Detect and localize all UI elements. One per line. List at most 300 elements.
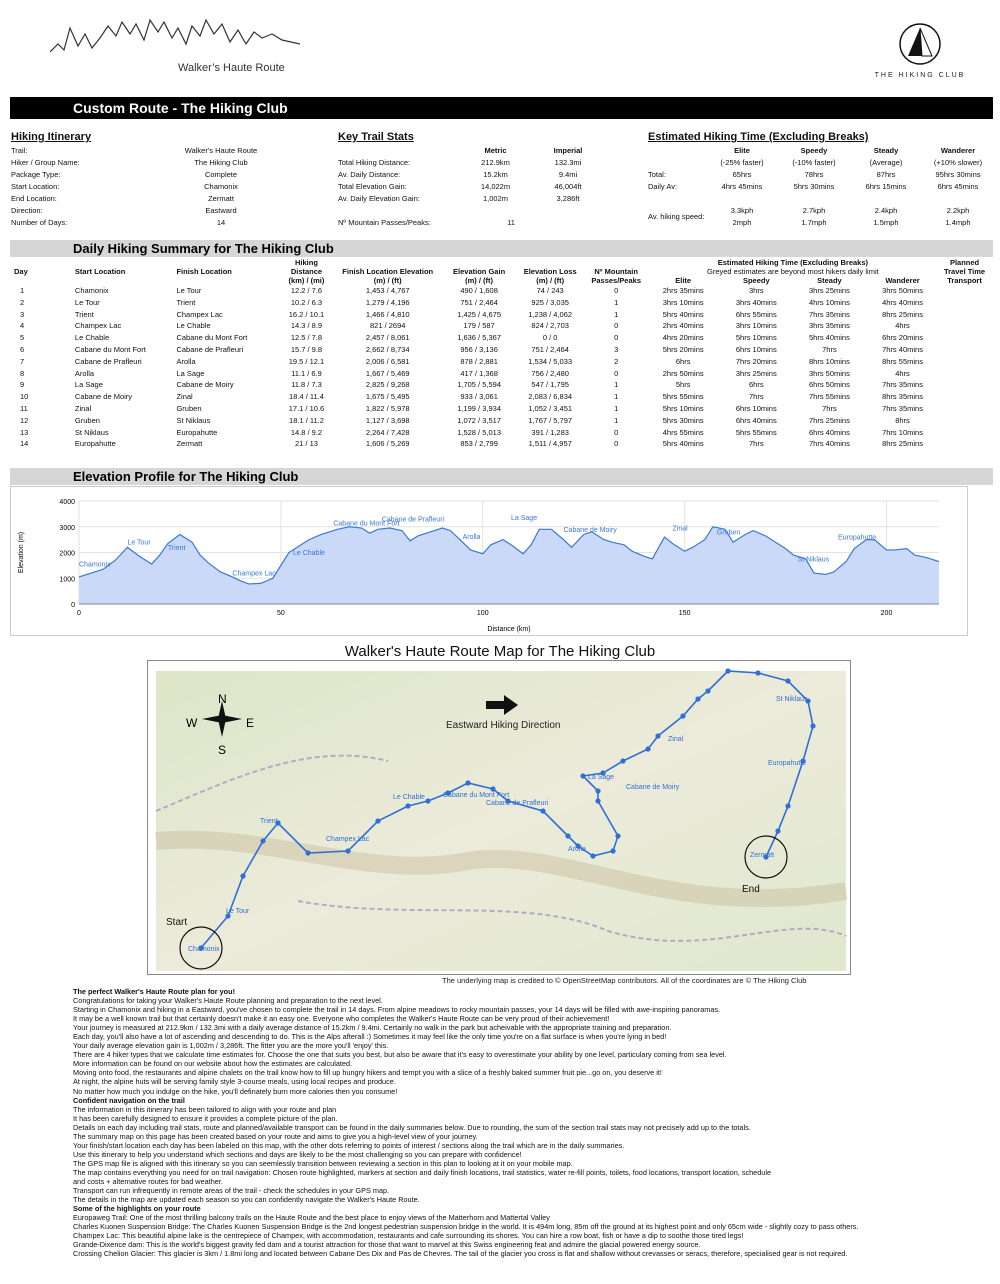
summary-cell: Europahutte xyxy=(74,439,116,449)
map-place-label: Zermatt xyxy=(750,852,775,859)
y-tick-label: 4000 xyxy=(59,499,75,506)
summary-cell: 14.8 / 9.2 xyxy=(290,427,323,437)
summary-cell: 751 / 2,464 xyxy=(531,344,569,354)
col-day: Day xyxy=(14,267,28,276)
col-wanderer: Wanderer xyxy=(885,276,920,285)
summary-cell: 391 / 1,283 xyxy=(531,427,569,437)
elevation-chart xyxy=(11,487,969,637)
location-label: Europahutte xyxy=(838,534,877,542)
summary-cell: 1,425 / 4,675 xyxy=(457,309,501,319)
itinerary-value: The Hiking Club xyxy=(194,158,248,167)
summary-cell: 1,767 / 5,797 xyxy=(528,415,573,425)
est-types-row-label xyxy=(648,145,706,157)
summary-cell: Le Chable xyxy=(74,333,110,343)
est-kph-row-cell: 2.7kph xyxy=(802,206,826,215)
route-marker[interactable] xyxy=(775,828,780,833)
map-place-label: St Niklaus xyxy=(776,696,808,703)
est-time-title: Estimated Hiking Time (Excluding Breaks) xyxy=(648,131,869,143)
logo-text: THE HIKING CLUB xyxy=(874,72,966,79)
summary-cell: 10 xyxy=(20,392,29,402)
summary-cell: Cabane du Mont Fort xyxy=(74,344,146,354)
est-types-row-cell: Wanderer xyxy=(940,146,976,155)
summary-cell: 5 xyxy=(20,333,25,343)
summary-cell: 8hrs xyxy=(895,415,910,425)
text-line: The information in this itinerary has been tailored to align with your route and plan xyxy=(73,1104,337,1114)
summary-cell-transport xyxy=(939,427,990,439)
summary-cell-transport xyxy=(939,320,990,332)
route-marker[interactable] xyxy=(595,798,600,803)
summary-cell: 1 xyxy=(614,403,619,413)
summary-cell: Le Chable xyxy=(176,321,211,331)
summary-cell: 179 / 587 xyxy=(463,321,495,331)
route-marker[interactable] xyxy=(405,803,410,808)
summary-cell: 74 / 243 xyxy=(536,286,564,295)
est-kph-row-cell: 2.2kph xyxy=(946,206,970,215)
est-kph-row-cell: 2.4kph xyxy=(874,206,898,215)
route-marker[interactable] xyxy=(755,670,760,675)
summary-cell: 490 / 1,608 xyxy=(460,286,498,295)
summary-cell: 11.8 / 7.3 xyxy=(291,380,322,390)
stats-key: Total Elevation Gain: xyxy=(338,182,407,191)
summary-cell: 417 / 1,368 xyxy=(460,368,498,378)
route-marker[interactable] xyxy=(305,850,310,855)
text-line: At night, the alpine huts will be serving family style 3-course meals, using local recipes and produce. xyxy=(73,1077,396,1087)
summary-cell: 3hrs 10mins xyxy=(735,321,777,331)
est-notes-row-cell: (-10% faster) xyxy=(792,158,836,167)
itinerary-key: Package Type: xyxy=(11,170,61,179)
stats-imperial: 3,286ft xyxy=(556,194,580,203)
itinerary-row xyxy=(11,181,311,193)
summary-cell: 756 / 2,480 xyxy=(531,368,569,378)
route-marker[interactable] xyxy=(810,723,815,728)
route-marker[interactable] xyxy=(345,848,350,853)
summary-cell: 15.7 / 9.8 xyxy=(290,344,323,354)
location-label: Gruben xyxy=(716,529,741,537)
summary-cell: Chamonix xyxy=(74,286,109,295)
summary-cell-transport xyxy=(939,356,990,368)
route-marker[interactable] xyxy=(260,838,265,843)
summary-cell: 853 / 2,799 xyxy=(460,439,498,449)
route-marker[interactable] xyxy=(655,733,660,738)
summary-cell: 1,705 / 5,594 xyxy=(457,380,501,390)
elevation-chart-frame xyxy=(10,486,968,636)
stats-key: Av. Daily Distance: xyxy=(338,170,401,179)
summary-cell: 2,825 / 9,268 xyxy=(365,380,410,390)
summary-cell: 7hrs xyxy=(822,403,837,413)
summary-cell: 751 / 2,464 xyxy=(460,297,498,307)
summary-cell: 1,072 / 3,517 xyxy=(457,415,501,425)
map-place-label: Cabane du Mont Fort xyxy=(443,792,510,799)
summary-cell: 13 xyxy=(20,427,29,437)
itinerary-row xyxy=(11,157,311,169)
summary-cell: 8hrs 55mins xyxy=(882,356,923,366)
map-place-label: Champex Lac xyxy=(326,836,370,843)
itinerary-value: Zermatt xyxy=(208,194,234,203)
col-distance-unit: (km) / (mi) xyxy=(288,276,325,285)
map-place-label: Cabane de Prafleuri xyxy=(486,800,549,807)
summary-cell: 3hrs 10mins xyxy=(662,297,704,307)
summary-cell: 18.1 / 11.2 xyxy=(289,415,324,425)
summary-cell: Gruben xyxy=(74,415,100,425)
summary-cell: 1 xyxy=(614,309,619,319)
summary-cell: 9 xyxy=(20,380,25,390)
summary-cell: 1,511 / 4,957 xyxy=(528,439,572,449)
map-place-label: Trient xyxy=(260,818,278,825)
compass-w: W xyxy=(186,716,198,730)
metric-header: Metric xyxy=(484,146,507,155)
route-marker[interactable] xyxy=(680,713,685,718)
summary-cell: 5hrs 55mins xyxy=(735,427,777,437)
stats-metric: 15.2km xyxy=(483,170,508,179)
route-marker[interactable] xyxy=(785,678,790,683)
route-marker[interactable] xyxy=(465,780,470,785)
summary-cell: 0 xyxy=(614,427,619,437)
elevation-profile-title: Elevation Profile for The Hiking Club xyxy=(10,468,993,485)
summary-cell: 2 xyxy=(20,297,25,307)
route-marker[interactable] xyxy=(375,818,380,823)
summary-cell: 1 xyxy=(614,415,619,425)
summary-cell: Champex Lac xyxy=(176,309,223,319)
summary-cell: 10.2 / 6.3 xyxy=(290,297,323,307)
text-line: There are 4 hiker types that we calculate time estimates for. Choose the one that suits you best, but also be aware that it's easy to overestimate your ability by one level, particulary coming from sea level. xyxy=(73,1050,727,1060)
summary-row xyxy=(12,285,990,297)
route-marker[interactable] xyxy=(785,803,790,808)
summary-cell-transport xyxy=(939,379,990,391)
summary-cell: Le Tour xyxy=(74,297,100,307)
summary-cell: 1,199 / 3,934 xyxy=(457,403,501,413)
itinerary-key: Trail: xyxy=(11,146,28,155)
itinerary-title: Hiking Itinerary xyxy=(11,131,92,143)
summary-cell: St Niklaus xyxy=(176,415,211,425)
col-steady: Steady xyxy=(817,276,842,285)
map-place-label: Chamonix xyxy=(188,946,220,953)
summary-cell: 11.1 / 6.9 xyxy=(291,368,322,378)
summary-cell: 0 xyxy=(614,439,619,449)
summary-cell: 1,127 / 3,698 xyxy=(365,415,410,425)
compass-s: S xyxy=(218,743,227,757)
est-notes-row-cell: (Average) xyxy=(869,158,903,167)
est-daily-row-cell: 6hrs 15mins xyxy=(865,182,907,191)
summary-cell: 1,636 / 5,367 xyxy=(457,333,501,343)
summary-cell: 7hrs 40mins xyxy=(882,344,923,354)
est-mph-row-cell: 2mph xyxy=(732,218,752,227)
summary-cell: 878 / 2,881 xyxy=(460,356,498,366)
text-line: Your daily average elevation gain is 1,002m / 3,286ft. The fitter you are the more you'll 'enjoy' this. xyxy=(73,1041,389,1051)
summary-cell: 1,675 / 5,495 xyxy=(365,392,410,402)
col-elev-unit: (m) / (ft) xyxy=(373,276,402,285)
summary-cell: 5hrs xyxy=(675,380,691,390)
route-map-canvas[interactable] xyxy=(148,661,852,976)
location-label: Cabane de Prafleuri xyxy=(381,516,445,524)
trail-stats-table xyxy=(338,145,603,229)
summary-cell: 2,457 / 8,061 xyxy=(365,333,410,343)
summary-cell: 14 xyxy=(20,439,29,449)
summary-cell: 21 / 13 xyxy=(295,439,318,449)
summary-cell: Zinal xyxy=(74,403,92,413)
summary-cell: 7hrs 55mins xyxy=(808,392,850,402)
summary-cell: 6hrs xyxy=(675,356,691,366)
summary-cell: 6hrs 10mins xyxy=(735,403,777,413)
summary-cell: La Sage xyxy=(74,380,103,390)
itinerary-key: Hiker / Group Name: xyxy=(11,158,80,167)
location-label: Le Tour xyxy=(127,539,151,547)
summary-cell: 1,528 / 5,013 xyxy=(457,427,501,437)
hiking-club-emblem-icon xyxy=(898,22,942,66)
text-line: Use this itinerary to help you understand which sections and days are likely to be the most challenging so you can prepare with confidence! xyxy=(73,1149,522,1159)
summary-cell: 6hrs 20mins xyxy=(882,333,923,343)
summary-cell: 0 xyxy=(614,333,619,343)
summary-cell: 2,083 / 6,834 xyxy=(528,392,573,402)
summary-cell: 5hrs 20mins xyxy=(662,344,704,354)
summary-cell: 7hrs 40mins xyxy=(808,439,850,449)
route-marker[interactable] xyxy=(490,786,495,791)
route-marker[interactable] xyxy=(610,848,615,853)
x-tick-label: 50 xyxy=(276,610,285,617)
text-line: Crossing Chelion Glacier: This glacier is 3km / 1.8mi long and located between Cabane Des Dix and Pas de Chevres. The tail of the glacier you cross is flat and shallow without crevasses or seracs, therefore, specialised gear is not required. xyxy=(73,1249,848,1259)
map-place-label: Le Chable xyxy=(393,794,425,801)
intro-paragraphs xyxy=(73,996,973,1096)
col-passes-unit: Passes/Peaks xyxy=(591,276,641,285)
route-marker[interactable] xyxy=(620,758,625,763)
y-axis-label: Elevation (m) xyxy=(18,531,25,574)
stats-row xyxy=(338,157,603,169)
col-loss: Elevation Loss xyxy=(523,267,577,276)
itinerary-value: 14 xyxy=(216,218,226,227)
est-types-row-cell: Elite xyxy=(734,146,750,155)
est-total-row-cell: 78hrs xyxy=(804,170,824,179)
text-line: The map contains everything you need for on trail navigation: Chosen route highlighted, markers at section and daily finish locations, trail statistics, water re-fill points, toilets, food locations, transport location, schedule xyxy=(73,1167,772,1177)
text-line: Details on each day including trail stats, route and planned/available transport can be found in the daily summaries below. Due to rounding, the sum of the section trail stats may not precisely add up to the totals. xyxy=(73,1122,751,1132)
summary-cell: 5hrs 40mins xyxy=(808,333,850,343)
summary-cell: 1,606 / 5,269 xyxy=(365,439,410,449)
route-marker[interactable] xyxy=(425,798,430,803)
stats-imperial: 9.4mi xyxy=(558,170,578,179)
stats-metric: 1,002m xyxy=(482,194,509,203)
summary-cell: 3hrs 50mins xyxy=(882,286,923,295)
intro-heading: The perfect Walker's Haute Route plan for you! xyxy=(73,987,236,996)
route-marker[interactable] xyxy=(725,668,730,673)
route-marker[interactable] xyxy=(695,696,700,701)
summary-row xyxy=(12,391,990,403)
text-line: It may be a well known trail but that certainly doesn't make it an easy one. Everyone who completes the Walker's Haute Route can be very proud of their achievement! xyxy=(73,1014,610,1024)
location-label: Cabane de Moiry xyxy=(563,526,617,534)
summary-cell: 1 xyxy=(614,297,619,307)
summary-cell: 7hrs 35mins xyxy=(808,309,850,319)
summary-cell: 2hrs 35mins xyxy=(662,286,704,295)
x-tick-label: 200 xyxy=(880,610,893,617)
summary-cell: 2,264 / 7,428 xyxy=(365,427,410,437)
summary-cell: 12.5 / 7.8 xyxy=(290,333,323,343)
summary-cell: 5hrs 10mins xyxy=(735,333,777,343)
est-notes-row-cell: (+10% slower) xyxy=(933,158,983,167)
summary-cell: Cabane de Prafleuri xyxy=(74,356,142,366)
summary-cell: 3hrs 50mins xyxy=(808,368,850,378)
route-title: Walker’s Haute Route xyxy=(178,62,285,74)
route-map[interactable] xyxy=(147,660,851,975)
text-line: Transport can run infrequently in remote areas of the trail - check the schedules in your GPS map. xyxy=(73,1186,390,1196)
summary-cell: Zermatt xyxy=(176,439,203,449)
est-notes-row xyxy=(648,157,994,169)
text-line: Champex Lac: This beautiful alpine lake is the centrepiece of Champex, with accommodation, restaurants and cafe surrounding its shores. You can hire a row boat, fish or have a dip to soothe those tired legs! xyxy=(73,1231,744,1241)
summary-cell: 8hrs 25mins xyxy=(882,439,923,449)
summary-row xyxy=(12,344,990,356)
summary-row xyxy=(12,403,990,415)
itinerary-key: End Location: xyxy=(11,194,57,203)
route-marker[interactable] xyxy=(595,788,600,793)
summary-cell: 4hrs 55mins xyxy=(662,427,704,437)
summary-cell: Cabane de Prafleuri xyxy=(176,344,244,354)
stats-imperial: 46,004ft xyxy=(554,182,582,191)
est-mph-row-cell: 1.5mph xyxy=(873,218,899,227)
location-label: Trient xyxy=(167,544,186,552)
location-label: Arolla xyxy=(462,533,481,541)
daily-summary-table xyxy=(12,258,990,450)
col-loss-unit: (m) / (ft) xyxy=(536,276,565,285)
page-header xyxy=(0,0,1000,96)
map-title: Walker's Haute Route Map for The Hiking Club xyxy=(344,643,656,660)
compass-e: E xyxy=(246,716,255,730)
summary-row xyxy=(12,415,990,427)
x-tick-label: 0 xyxy=(77,610,81,617)
start-label: Start xyxy=(166,917,188,928)
summary-row xyxy=(12,368,990,380)
summary-cell: 6hrs 40mins xyxy=(808,427,850,437)
summary-cell: Cabane du Mont Fort xyxy=(176,333,248,343)
col-gain-unit: (m) / (ft) xyxy=(465,276,494,285)
location-label: Cabane du Mont Fort xyxy=(333,520,400,528)
summary-cell: La Sage xyxy=(176,368,205,378)
map-place-label: Le Tour xyxy=(226,908,250,915)
text-line: Congratulations for taking your Walker's Haute Route planning and preparation to the next level. xyxy=(73,996,383,1006)
summary-cell: Arolla xyxy=(74,368,95,378)
itinerary-value: Chamonix xyxy=(204,182,238,191)
summary-cell: 7hrs 25mins xyxy=(808,415,850,425)
itinerary-key: Number of Days: xyxy=(11,218,68,227)
col-transport: Transport xyxy=(947,276,982,285)
text-line: More information can be found on our website about how the estimates are calculated. xyxy=(73,1059,353,1069)
est-daily-row xyxy=(648,181,994,193)
location-label: Le Chable xyxy=(292,550,325,558)
route-marker[interactable] xyxy=(565,833,570,838)
text-line: Grande-Dixence dam: This is the world's biggest gravity fed dam and a tourist attraction for those that want to marvel at this Swiss engineering feat and admire the glacial powered energy source. xyxy=(73,1240,701,1250)
summary-cell: 925 / 3,035 xyxy=(531,297,569,307)
summary-cell: 5hrs 40mins xyxy=(662,439,704,449)
map-credit: The underlying map is credited to © OpenStreetMap contributors. All of the coordinates are © The Hiking Club xyxy=(442,976,807,985)
y-tick-label: 3000 xyxy=(59,524,75,532)
stats-metric: 212.9km xyxy=(481,158,510,167)
summary-cell: 5hrs 40mins xyxy=(662,309,704,319)
location-label: La Sage xyxy=(511,514,538,522)
text-line: The GPS map file is aligned with this itinerary so you can seemlessly transition between reviewing a section in this plan to looking at it on your mobile map. xyxy=(73,1158,573,1168)
col-travel: Planned Travel Time xyxy=(943,258,986,276)
col-start: Start Location xyxy=(74,267,126,276)
speed-label: Av. hiking speed: xyxy=(648,212,705,221)
direction-label: Eastward Hiking Direction xyxy=(446,720,561,731)
summary-cell: 4hrs xyxy=(895,321,910,331)
summary-cell-transport xyxy=(939,403,990,415)
passes-label: Nº Mountain Passes/Peaks: xyxy=(338,218,431,227)
text-line: The summary map on this page has been created based on your route and aims to give you a high-level view of your journey. xyxy=(73,1131,478,1141)
est-total-row-cell: 65hrs xyxy=(732,170,752,179)
summary-cell: 7 xyxy=(20,356,25,366)
route-marker[interactable] xyxy=(705,688,710,693)
summary-cell: 6hrs 40mins xyxy=(735,415,777,425)
summary-cell: 1,466 / 4,810 xyxy=(365,309,410,319)
text-line: Each day, you'll also have a lot of ascending and descending to do. This is the Alps afterall :) Sometimes it may feel like the only time you're on a flat surface is when you're lying in bed! xyxy=(73,1032,667,1042)
text-line: Moving onto food, the restaurants and alpine chalets on the trail know how to fill up hungry hikers and tempt you with a slice of a freshly baked summer fruit pie...go on, you deserve it! xyxy=(73,1068,662,1078)
est-daily-row-label: Daily Av: xyxy=(648,182,678,191)
summary-cell: 7hrs 20mins xyxy=(735,356,777,366)
x-axis-label: Distance (km) xyxy=(487,626,531,633)
est-notes-row-label xyxy=(648,157,706,169)
summary-row xyxy=(12,427,990,439)
summary-cell-transport xyxy=(939,285,990,297)
route-marker[interactable] xyxy=(240,873,245,878)
summary-cell: 2,006 / 6,581 xyxy=(365,356,410,366)
col-elev: Finish Location Elevation xyxy=(342,267,434,276)
summary-cell: 956 / 3,136 xyxy=(460,344,498,354)
summary-cell: Le Tour xyxy=(176,286,202,295)
itinerary-row xyxy=(11,205,311,217)
summary-cell: 0 xyxy=(614,368,619,378)
route-marker[interactable] xyxy=(615,833,620,838)
location-label: Chamonix xyxy=(79,561,111,569)
mountain-outline-logo xyxy=(50,14,300,59)
summary-cell: 5hrs 10mins xyxy=(662,403,704,413)
est-daily-row-cell: 4hrs 45mins xyxy=(721,182,763,191)
page-banner: Custom Route - The Hiking Club xyxy=(10,97,993,119)
summary-cell-transport xyxy=(939,415,990,427)
itinerary-value: Eastward xyxy=(205,206,237,215)
summary-cell: 6hrs 10mins xyxy=(735,344,777,354)
y-tick-label: 2000 xyxy=(59,550,75,558)
summary-cell: 12 xyxy=(20,415,29,425)
summary-cell: 7hrs xyxy=(749,392,764,402)
summary-cell: 3hrs 25mins xyxy=(735,368,777,378)
route-marker[interactable] xyxy=(590,853,595,858)
stats-row xyxy=(338,169,603,181)
y-tick-label: 1000 xyxy=(59,576,75,584)
itinerary-row xyxy=(11,145,311,157)
description-text xyxy=(73,987,973,1258)
summary-cell-transport xyxy=(939,309,990,321)
summary-cell: Trient xyxy=(74,309,94,319)
route-marker[interactable] xyxy=(580,773,585,778)
stats-key: Total Hiking Distance: xyxy=(338,158,411,167)
est-kph-row-cell: 3.3kph xyxy=(730,206,754,215)
est-total-row-cell: 95hrs 30mins xyxy=(935,170,981,179)
summary-cell: 7hrs 10mins xyxy=(882,427,923,437)
passes-value: 11 xyxy=(507,218,515,227)
summary-cell: 824 / 2,703 xyxy=(531,321,569,331)
summary-cell: 3 xyxy=(614,344,619,354)
summary-cell: 1,238 / 4,062 xyxy=(528,309,573,319)
route-marker[interactable] xyxy=(540,808,545,813)
summary-cell: Europahutte xyxy=(176,427,218,437)
summary-cell: 933 / 3,061 xyxy=(460,392,498,402)
summary-cell-transport xyxy=(939,438,990,450)
summary-cell: 5hrs 55mins xyxy=(662,392,704,402)
x-tick-label: 150 xyxy=(678,610,691,617)
itinerary-value: Complete xyxy=(204,170,238,179)
col-passes: Nº Mountain xyxy=(594,267,638,276)
summary-cell: 14.3 / 8.9 xyxy=(290,321,323,331)
text-line: Charles Kuonen Suspension Bridge: The Charles Kuonen Suspension Bridge is the 2nd longest pedestrian suspension bridge in the world. It is 494m long, 85m off the ground at its highest point and only 65cm wide - slightly cozy to pass others. xyxy=(73,1222,859,1232)
text-line: It has been carefully designed to ensure it provides a complete picture of the plan. xyxy=(73,1113,338,1123)
summary-cell: 0 / 0 xyxy=(542,333,558,343)
route-marker[interactable] xyxy=(645,746,650,751)
summary-cell: 821 / 2694 xyxy=(369,321,406,331)
